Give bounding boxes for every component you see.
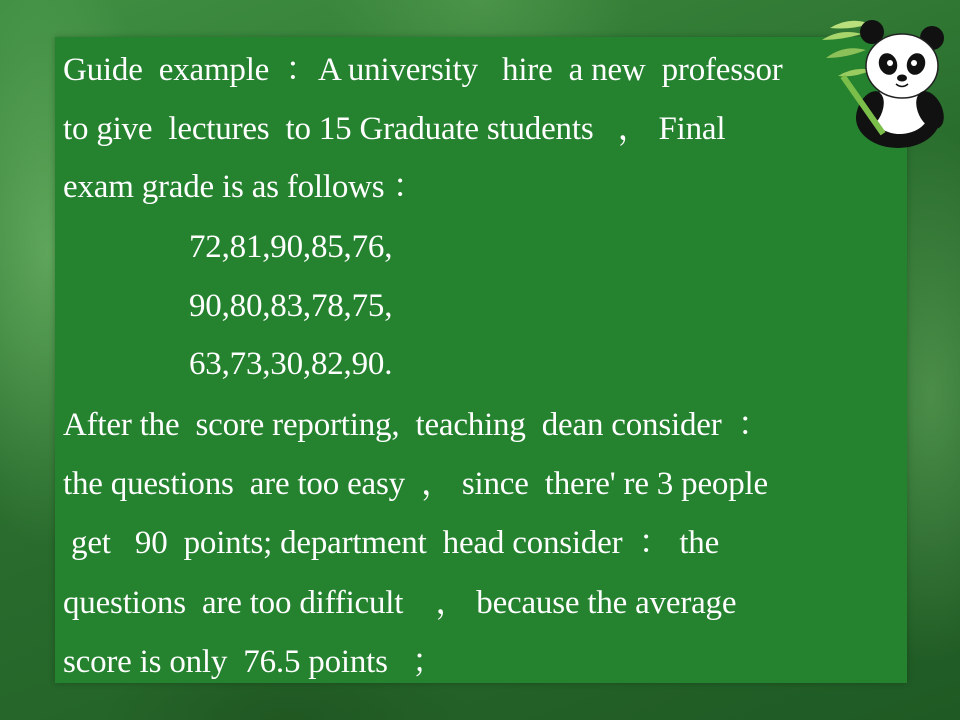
text-line-11: score is only 76.5 points ； — [63, 644, 445, 680]
grades-line-3: 63,73,30,82,90. — [189, 346, 393, 382]
text-line-3: exam grade is as follows ： — [63, 169, 426, 205]
text-line-7: After the score reporting, teaching dean consider ： — [63, 407, 771, 443]
text-line-9: get 90 points; department head consider ： the — [63, 525, 720, 561]
text-line-2: to give lectures to 15 Graduate students ， Final — [63, 111, 726, 147]
text-line-1: Guide example ：A university hire a new professor — [63, 52, 783, 88]
panda-icon — [820, 10, 950, 150]
text-line-10: questions are too difficult ， because the average — [63, 585, 737, 621]
grades-line-1: 72,81,90,85,76, — [189, 229, 393, 265]
text-line-8: the questions are too easy ， since there' re 3 people — [63, 466, 768, 502]
slide-content-panel — [55, 37, 907, 683]
grades-line-2: 90,80,83,78,75, — [189, 288, 393, 324]
